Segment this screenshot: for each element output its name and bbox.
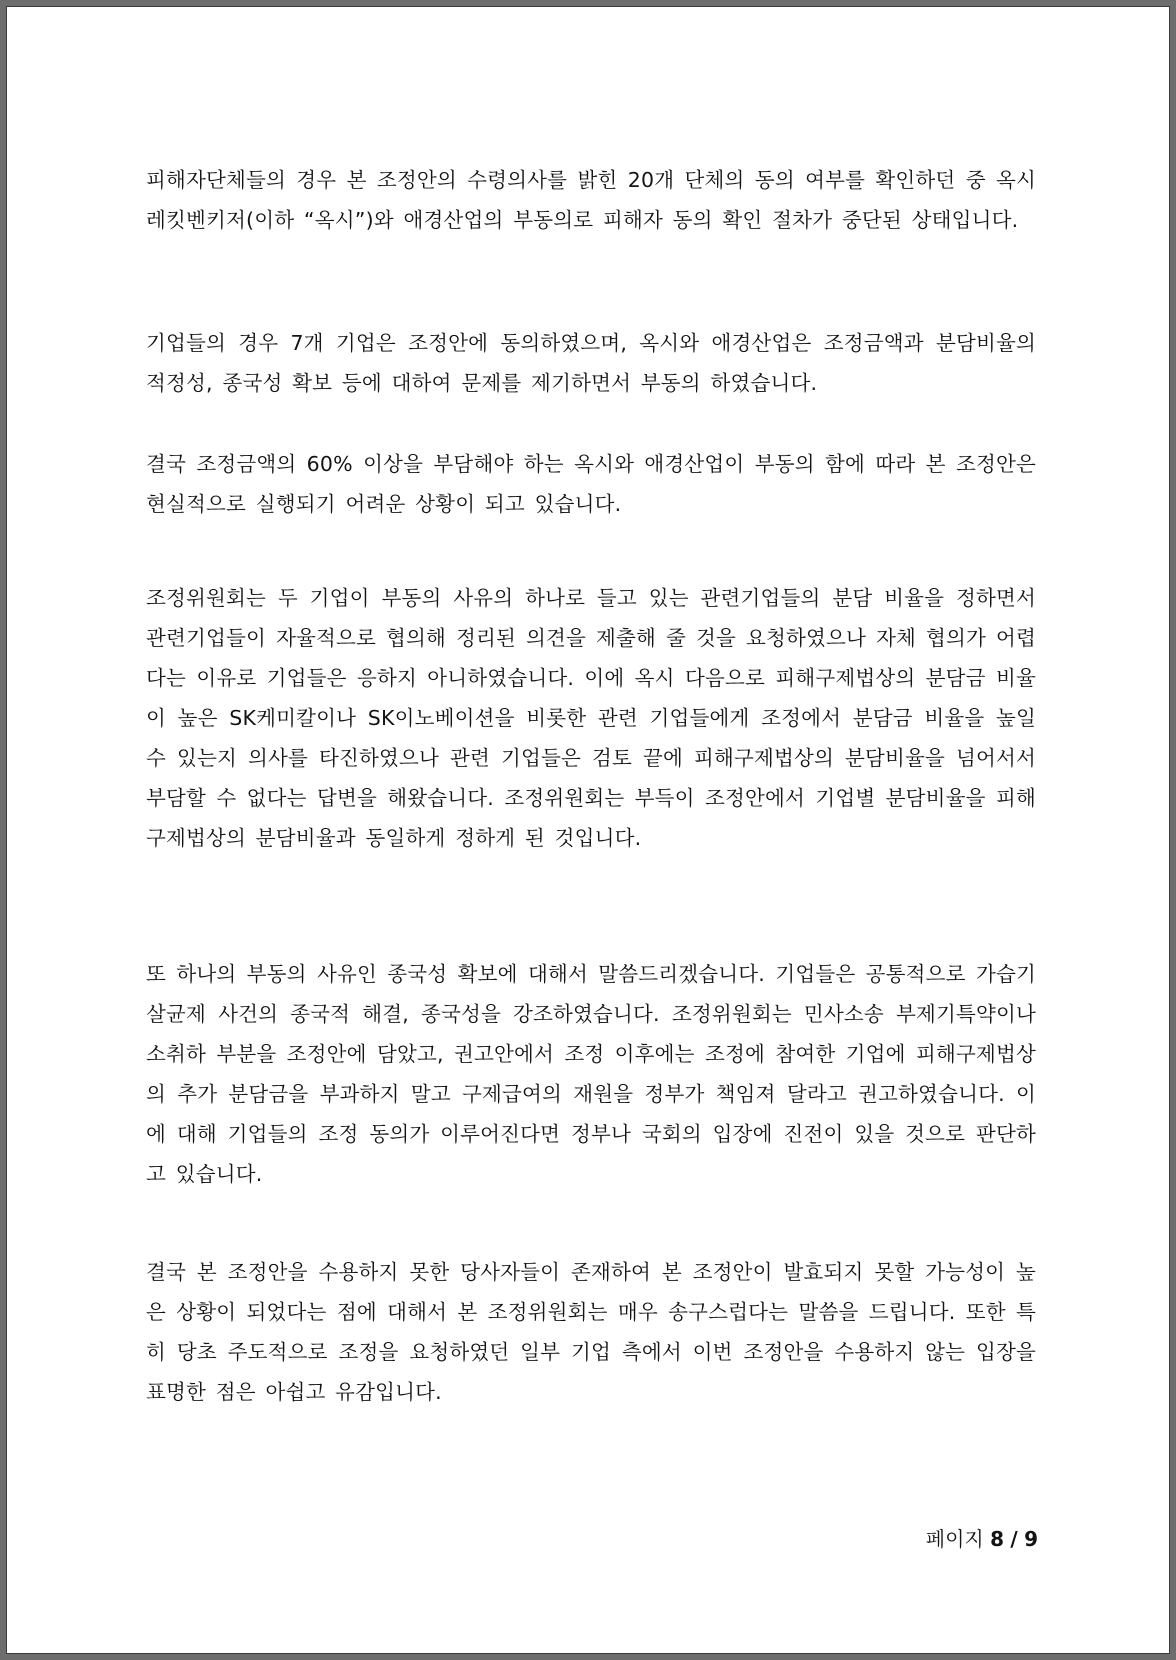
page-separator: / [1010,1527,1018,1551]
paragraph-1: 피해자단체들의 경우 본 조정안의 수령의사를 밝힌 20개 단체의 동의 여부를 확인하던 중 옥시레킷벤키저(이하 “옥시”)와 애경산업의 부동의로 피해자 동의 확인 절차가 중단된 상태입니다. [146,168,1036,232]
paragraph-5: 또 하나의 부동의 사유인 종국성 확보에 대해서 말씀드리겠습니다. 기업들은 공통적으로 가습기살균제 사건의 종국적 해결, 종국성을 강조하였습니다. 조정위원회는 민사소송 부제기특약이나 소취하 부분을 조정안에 담았고, 권고안에서 조정 이후에는 조정에 참여한 기업에 피해구제법상의 추가 분담금을 부과하지 말고 구제급여의 재원을 정부가 책임져 달라고 권고하였습니다. 이에 대해 기업들의 조정 동의가 이루어진다면 정부나 국회의 입장에 진전이 있을 것으로 판단하고 있습니다. [146,962,1036,1186]
paragraph-2: 기업들의 경우 7개 기업은 조정안에 동의하였으며, 옥시와 애경산업은 조정금액과 분담비율의 적정성, 종국성 확보 등에 대하여 문제를 제기하면서 부동의 하였습니다. [146,331,1036,395]
paragraph-3: 결국 조정금액의 60% 이상을 부담해야 하는 옥시와 애경산업이 부동의 함에 따라 본 조정안은 현실적으로 실행되기 어려운 상황이 되고 있습니다. [146,452,1036,516]
paragraph-4: 조정위원회는 두 기업이 부동의 사유의 하나로 들고 있는 관련기업들의 분담 비율을 정하면서 관련기업들이 자율적으로 협의해 정리된 의견을 제출해 줄 것을 요청하였으나 자체 협의가 어렵다는 이유로 기업들은 응하지 아니하였습니다. 이에 옥시 다음으로 피해구제법상의 분담금 비율이 높은 SK케미칼이나 SK이노베이션을 비롯한 관련 기업들에게 조정에서 분담금 비율을 높일 수 있는지 의사를 타진하였으나 관련 기업들은 검토 끝에 피해구제법상의 분담비율을 넘어서서 부담할 수 없다는 답변을 해왔습니다. 조정위원회는 부득이 조정안에서 기업별 분담비율을 피해구제법상의 분담비율과 동일하게 정하게 된 것입니다. [146,586,1036,850]
page-label: 페이지 [925,1527,984,1551]
paragraph-6: 결국 본 조정안을 수용하지 못한 당사자들이 존재하여 본 조정안이 발효되지 못할 가능성이 높은 상황이 되었다는 점에 대해서 본 조정위원회는 매우 송구스럽다는 말씀을 드립니다. 또한 특히 당초 주도적으로 조정을 요청하였던 일부 기업 측에서 이번 조정안을 수용하지 않는 입장을 표명한 점은 아쉽고 유감입니다. [146,1260,1036,1404]
current-page-number: 8 [990,1527,1005,1551]
page-number-footer [926,1524,1038,1554]
document-page [6,6,1170,1654]
total-page-count: 9 [1024,1527,1038,1551]
